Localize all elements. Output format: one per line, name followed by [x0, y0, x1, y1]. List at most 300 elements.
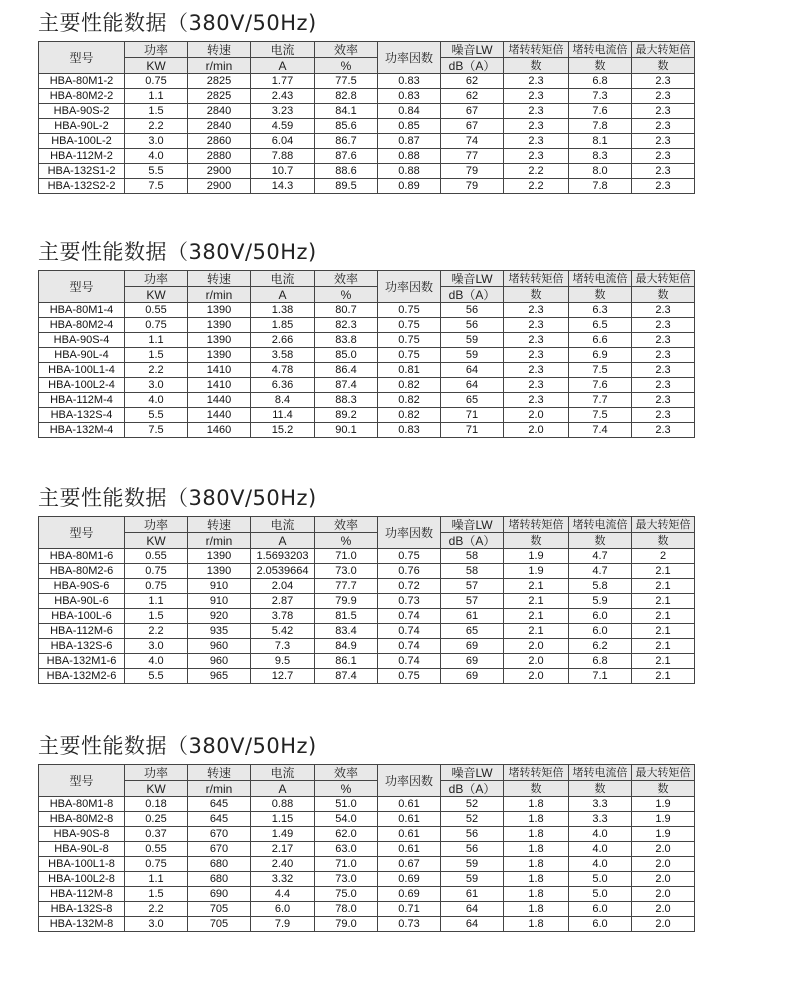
- header-noise-unit: dB（A）: [441, 58, 504, 74]
- header-max-torque: 最大转矩倍: [632, 42, 695, 58]
- cell-power-factor: 0.69: [378, 872, 441, 887]
- header-max-torque: 最大转矩倍: [632, 765, 695, 781]
- cell-current: 6.04: [251, 134, 315, 149]
- header-power-factor: 功率因数: [378, 517, 441, 549]
- header-efficiency-unit: %: [315, 781, 378, 797]
- header-current-unit: A: [251, 781, 315, 797]
- cell-locked-current: 7.5: [569, 408, 632, 423]
- cell-locked-torque: 1.9: [504, 549, 569, 564]
- cell-power-factor: 0.84: [378, 104, 441, 119]
- table-row: [39, 812, 695, 827]
- cell-max-torque: 2.3: [632, 119, 695, 134]
- cell-power: 3.0: [125, 639, 188, 654]
- header-noise: 噪音LW: [441, 517, 504, 533]
- cell-locked-torque: 1.8: [504, 887, 569, 902]
- cell-power: 3.0: [125, 917, 188, 932]
- cell-speed: 2840: [188, 119, 251, 134]
- cell-locked-torque: 2.3: [504, 89, 569, 104]
- cell-max-torque: 2.0: [632, 902, 695, 917]
- table-row: [39, 179, 695, 194]
- cell-noise: 56: [441, 318, 504, 333]
- cell-current: 6.36: [251, 378, 315, 393]
- cell-power: 7.5: [125, 179, 188, 194]
- cell-power: 4.0: [125, 149, 188, 164]
- header-current: 电流: [251, 765, 315, 781]
- cell-max-torque: 2.3: [632, 318, 695, 333]
- cell-power-factor: 0.83: [378, 89, 441, 104]
- cell-model: HBA-132S2-2: [39, 179, 125, 194]
- cell-current: 1.85: [251, 318, 315, 333]
- cell-model: HBA-80M1-2: [39, 74, 125, 89]
- cell-max-torque: 2.0: [632, 872, 695, 887]
- cell-power-factor: 0.71: [378, 902, 441, 917]
- cell-locked-torque: 2.3: [504, 119, 569, 134]
- cell-locked-torque: 2.3: [504, 303, 569, 318]
- cell-power: 1.1: [125, 872, 188, 887]
- header-row: [39, 42, 695, 58]
- cell-locked-current: 6.0: [569, 902, 632, 917]
- cell-speed: 680: [188, 872, 251, 887]
- header-locked-current-suffix: 数: [569, 533, 632, 549]
- table-row: [39, 303, 695, 318]
- cell-model: HBA-132S-4: [39, 408, 125, 423]
- cell-max-torque: 1.9: [632, 797, 695, 812]
- cell-locked-torque: 2.2: [504, 164, 569, 179]
- header-noise: 噪音LW: [441, 42, 504, 58]
- table-row: [39, 872, 695, 887]
- section-title: 主要性能数据（380V/50Hz): [38, 486, 317, 510]
- cell-locked-current: 6.3: [569, 303, 632, 318]
- cell-locked-current: 6.2: [569, 639, 632, 654]
- table-row: [39, 423, 695, 438]
- cell-model: HBA-90L-2: [39, 119, 125, 134]
- cell-current: 4.59: [251, 119, 315, 134]
- cell-speed: 1440: [188, 393, 251, 408]
- cell-power-factor: 0.75: [378, 669, 441, 684]
- performance-table: [38, 516, 695, 684]
- header-speed: 转速: [188, 765, 251, 781]
- cell-power-factor: 0.74: [378, 639, 441, 654]
- cell-current: 7.88: [251, 149, 315, 164]
- header-power-factor: 功率因数: [378, 271, 441, 303]
- cell-speed: 1460: [188, 423, 251, 438]
- cell-speed: 1410: [188, 378, 251, 393]
- cell-current: 11.4: [251, 408, 315, 423]
- section-title: 主要性能数据（380V/50Hz): [38, 11, 317, 35]
- header-efficiency: 效率: [315, 271, 378, 287]
- cell-power-factor: 0.75: [378, 549, 441, 564]
- cell-power-factor: 0.75: [378, 333, 441, 348]
- cell-power: 0.18: [125, 797, 188, 812]
- cell-locked-torque: 2.2: [504, 179, 569, 194]
- section-title: 主要性能数据（380V/50Hz): [38, 240, 317, 264]
- cell-power-factor: 0.61: [378, 827, 441, 842]
- cell-current: 12.7: [251, 669, 315, 684]
- cell-efficiency: 84.9: [315, 639, 378, 654]
- cell-noise: 62: [441, 89, 504, 104]
- header-row: [39, 271, 695, 287]
- cell-power-factor: 0.87: [378, 134, 441, 149]
- cell-speed: 670: [188, 842, 251, 857]
- cell-speed: 2900: [188, 164, 251, 179]
- table-row: [39, 408, 695, 423]
- header-model: 型号: [39, 765, 125, 797]
- cell-power-factor: 0.67: [378, 857, 441, 872]
- cell-power-factor: 0.76: [378, 564, 441, 579]
- cell-power-factor: 0.61: [378, 842, 441, 857]
- cell-current: 2.66: [251, 333, 315, 348]
- header-efficiency-unit: %: [315, 58, 378, 74]
- cell-current: 2.0539664: [251, 564, 315, 579]
- cell-noise: 56: [441, 303, 504, 318]
- cell-locked-current: 6.9: [569, 348, 632, 363]
- cell-model: HBA-80M2-2: [39, 89, 125, 104]
- cell-power: 1.1: [125, 333, 188, 348]
- table-row: [39, 378, 695, 393]
- cell-locked-torque: 1.8: [504, 857, 569, 872]
- header-power-unit: KW: [125, 781, 188, 797]
- header-locked-current-suffix: 数: [569, 781, 632, 797]
- cell-noise: 61: [441, 609, 504, 624]
- cell-locked-current: 3.3: [569, 797, 632, 812]
- cell-efficiency: 86.4: [315, 363, 378, 378]
- cell-model: HBA-80M2-8: [39, 812, 125, 827]
- header-noise-unit: dB（A）: [441, 287, 504, 303]
- cell-model: HBA-112M-6: [39, 624, 125, 639]
- cell-current: 0.88: [251, 797, 315, 812]
- cell-efficiency: 89.5: [315, 179, 378, 194]
- cell-speed: 670: [188, 827, 251, 842]
- cell-max-torque: 1.9: [632, 827, 695, 842]
- header-locked-current: 堵转电流倍: [569, 271, 632, 287]
- cell-current: 4.4: [251, 887, 315, 902]
- cell-noise: 67: [441, 119, 504, 134]
- cell-power-factor: 0.85: [378, 119, 441, 134]
- cell-power-factor: 0.69: [378, 887, 441, 902]
- cell-efficiency: 83.8: [315, 333, 378, 348]
- table-row: [39, 887, 695, 902]
- cell-power-factor: 0.75: [378, 318, 441, 333]
- cell-locked-torque: 2.0: [504, 669, 569, 684]
- cell-power: 2.2: [125, 624, 188, 639]
- cell-model: HBA-100L1-8: [39, 857, 125, 872]
- cell-noise: 59: [441, 872, 504, 887]
- cell-current: 3.78: [251, 609, 315, 624]
- cell-locked-current: 7.8: [569, 119, 632, 134]
- table-row: [39, 857, 695, 872]
- cell-model: HBA-112M-8: [39, 887, 125, 902]
- cell-efficiency: 54.0: [315, 812, 378, 827]
- cell-max-torque: 2.3: [632, 363, 695, 378]
- cell-speed: 2880: [188, 149, 251, 164]
- cell-max-torque: 2.3: [632, 179, 695, 194]
- header-row-units: [39, 781, 695, 797]
- header-max-torque-suffix: 数: [632, 533, 695, 549]
- header-power: 功率: [125, 42, 188, 58]
- cell-model: HBA-90S-4: [39, 333, 125, 348]
- cell-noise: 71: [441, 408, 504, 423]
- cell-model: HBA-100L1-4: [39, 363, 125, 378]
- cell-max-torque: 2.3: [632, 408, 695, 423]
- cell-power-factor: 0.83: [378, 74, 441, 89]
- cell-speed: 645: [188, 797, 251, 812]
- header-max-torque: 最大转矩倍: [632, 517, 695, 533]
- cell-current: 3.23: [251, 104, 315, 119]
- cell-locked-current: 6.6: [569, 333, 632, 348]
- cell-noise: 64: [441, 378, 504, 393]
- cell-efficiency: 87.4: [315, 378, 378, 393]
- header-speed: 转速: [188, 42, 251, 58]
- cell-current: 3.32: [251, 872, 315, 887]
- cell-power: 0.55: [125, 549, 188, 564]
- header-noise-unit: dB（A）: [441, 781, 504, 797]
- cell-max-torque: 2.1: [632, 669, 695, 684]
- cell-power-factor: 0.73: [378, 917, 441, 932]
- header-current: 电流: [251, 42, 315, 58]
- cell-locked-current: 7.8: [569, 179, 632, 194]
- table-row: [39, 594, 695, 609]
- header-current: 电流: [251, 517, 315, 533]
- cell-locked-torque: 2.1: [504, 624, 569, 639]
- cell-locked-current: 8.3: [569, 149, 632, 164]
- cell-noise: 61: [441, 887, 504, 902]
- cell-speed: 680: [188, 857, 251, 872]
- header-locked-current: 堵转电流倍: [569, 765, 632, 781]
- cell-noise: 59: [441, 857, 504, 872]
- cell-power: 1.5: [125, 887, 188, 902]
- cell-model: HBA-132M-4: [39, 423, 125, 438]
- cell-locked-current: 3.3: [569, 812, 632, 827]
- cell-power: 1.5: [125, 104, 188, 119]
- cell-noise: 79: [441, 164, 504, 179]
- table-row: [39, 89, 695, 104]
- cell-power: 2.2: [125, 363, 188, 378]
- cell-max-torque: 2.3: [632, 348, 695, 363]
- header-max-torque-suffix: 数: [632, 781, 695, 797]
- table-row: [39, 549, 695, 564]
- header-current: 电流: [251, 271, 315, 287]
- cell-noise: 59: [441, 348, 504, 363]
- cell-speed: 965: [188, 669, 251, 684]
- cell-noise: 58: [441, 549, 504, 564]
- cell-power: 0.75: [125, 318, 188, 333]
- header-locked-torque-suffix: 数: [504, 533, 569, 549]
- cell-current: 7.9: [251, 917, 315, 932]
- cell-power-factor: 0.74: [378, 654, 441, 669]
- cell-speed: 690: [188, 887, 251, 902]
- cell-efficiency: 84.1: [315, 104, 378, 119]
- cell-locked-torque: 2.1: [504, 579, 569, 594]
- table-row: [39, 318, 695, 333]
- cell-model: HBA-80M1-8: [39, 797, 125, 812]
- cell-model: HBA-80M1-4: [39, 303, 125, 318]
- cell-noise: 56: [441, 827, 504, 842]
- cell-locked-current: 6.5: [569, 318, 632, 333]
- cell-noise: 79: [441, 179, 504, 194]
- cell-locked-torque: 2.3: [504, 318, 569, 333]
- header-noise-unit: dB（A）: [441, 533, 504, 549]
- cell-locked-current: 7.4: [569, 423, 632, 438]
- cell-noise: 77: [441, 149, 504, 164]
- cell-speed: 1440: [188, 408, 251, 423]
- cell-power-factor: 0.61: [378, 812, 441, 827]
- cell-max-torque: 2.1: [632, 564, 695, 579]
- cell-locked-torque: 1.8: [504, 842, 569, 857]
- cell-power: 1.1: [125, 89, 188, 104]
- cell-speed: 2825: [188, 74, 251, 89]
- cell-current: 2.43: [251, 89, 315, 104]
- cell-locked-torque: 2.3: [504, 393, 569, 408]
- header-row-units: [39, 58, 695, 74]
- cell-power: 1.1: [125, 594, 188, 609]
- cell-max-torque: 2.0: [632, 857, 695, 872]
- cell-locked-current: 7.1: [569, 669, 632, 684]
- cell-model: HBA-132S1-2: [39, 164, 125, 179]
- header-row: [39, 517, 695, 533]
- cell-power: 3.0: [125, 378, 188, 393]
- cell-locked-current: 4.7: [569, 549, 632, 564]
- cell-current: 1.38: [251, 303, 315, 318]
- cell-model: HBA-132M-8: [39, 917, 125, 932]
- cell-current: 1.49: [251, 827, 315, 842]
- cell-speed: 935: [188, 624, 251, 639]
- header-locked-torque-suffix: 数: [504, 58, 569, 74]
- cell-speed: 1410: [188, 363, 251, 378]
- cell-efficiency: 78.0: [315, 902, 378, 917]
- cell-power: 0.75: [125, 74, 188, 89]
- cell-power: 7.5: [125, 423, 188, 438]
- cell-efficiency: 87.4: [315, 669, 378, 684]
- cell-model: HBA-80M2-4: [39, 318, 125, 333]
- header-speed-unit: r/min: [188, 58, 251, 74]
- cell-max-torque: 2.3: [632, 393, 695, 408]
- cell-model: HBA-100L2-8: [39, 872, 125, 887]
- cell-current: 9.5: [251, 654, 315, 669]
- header-model: 型号: [39, 271, 125, 303]
- cell-power: 0.75: [125, 579, 188, 594]
- header-power: 功率: [125, 765, 188, 781]
- cell-efficiency: 82.8: [315, 89, 378, 104]
- cell-locked-torque: 2.0: [504, 423, 569, 438]
- cell-noise: 64: [441, 917, 504, 932]
- header-current-unit: A: [251, 287, 315, 303]
- header-efficiency: 效率: [315, 765, 378, 781]
- cell-efficiency: 86.7: [315, 134, 378, 149]
- cell-power: 5.5: [125, 408, 188, 423]
- cell-power: 1.5: [125, 609, 188, 624]
- performance-table: [38, 764, 695, 932]
- performance-table: [38, 41, 695, 194]
- cell-locked-torque: 2.3: [504, 134, 569, 149]
- cell-power-factor: 0.89: [378, 179, 441, 194]
- cell-locked-torque: 2.3: [504, 104, 569, 119]
- cell-speed: 910: [188, 579, 251, 594]
- table-row: [39, 104, 695, 119]
- cell-locked-current: 6.0: [569, 624, 632, 639]
- header-row-units: [39, 533, 695, 549]
- cell-locked-current: 5.8: [569, 579, 632, 594]
- performance-table: [38, 270, 695, 438]
- cell-speed: 1390: [188, 333, 251, 348]
- cell-power-factor: 0.83: [378, 423, 441, 438]
- cell-locked-current: 5.0: [569, 887, 632, 902]
- header-power-unit: KW: [125, 533, 188, 549]
- cell-power: 0.55: [125, 842, 188, 857]
- cell-speed: 1390: [188, 348, 251, 363]
- cell-power: 5.5: [125, 669, 188, 684]
- header-efficiency: 效率: [315, 42, 378, 58]
- cell-efficiency: 83.4: [315, 624, 378, 639]
- cell-power: 3.0: [125, 134, 188, 149]
- cell-efficiency: 73.0: [315, 872, 378, 887]
- cell-speed: 1390: [188, 318, 251, 333]
- cell-model: HBA-80M2-6: [39, 564, 125, 579]
- table-row: [39, 564, 695, 579]
- cell-locked-torque: 1.8: [504, 872, 569, 887]
- table-row: [39, 363, 695, 378]
- cell-locked-torque: 2.1: [504, 594, 569, 609]
- cell-model: HBA-90S-8: [39, 827, 125, 842]
- table-row: [39, 164, 695, 179]
- cell-max-torque: 2.3: [632, 149, 695, 164]
- cell-locked-torque: 2.3: [504, 348, 569, 363]
- header-noise: 噪音LW: [441, 765, 504, 781]
- header-max-torque: 最大转矩倍: [632, 271, 695, 287]
- header-locked-torque: 堵转转矩倍: [504, 42, 569, 58]
- cell-current: 7.3: [251, 639, 315, 654]
- table-row: [39, 579, 695, 594]
- cell-current: 1.5693203: [251, 549, 315, 564]
- cell-model: HBA-132S-8: [39, 902, 125, 917]
- cell-power: 2.2: [125, 119, 188, 134]
- cell-efficiency: 73.0: [315, 564, 378, 579]
- table-row: [39, 797, 695, 812]
- cell-speed: 705: [188, 917, 251, 932]
- cell-locked-torque: 2.0: [504, 654, 569, 669]
- cell-power-factor: 0.74: [378, 624, 441, 639]
- cell-locked-torque: 2.3: [504, 363, 569, 378]
- table-row: [39, 393, 695, 408]
- cell-model: HBA-132M2-6: [39, 669, 125, 684]
- header-locked-torque: 堵转转矩倍: [504, 765, 569, 781]
- cell-speed: 2840: [188, 104, 251, 119]
- cell-noise: 64: [441, 902, 504, 917]
- cell-power: 0.75: [125, 564, 188, 579]
- cell-locked-current: 8.0: [569, 164, 632, 179]
- cell-noise: 58: [441, 564, 504, 579]
- cell-noise: 65: [441, 624, 504, 639]
- cell-model: HBA-132S-6: [39, 639, 125, 654]
- cell-efficiency: 75.0: [315, 887, 378, 902]
- cell-noise: 65: [441, 393, 504, 408]
- cell-power-factor: 0.82: [378, 408, 441, 423]
- cell-power-factor: 0.75: [378, 348, 441, 363]
- cell-locked-torque: 2.3: [504, 74, 569, 89]
- cell-max-torque: 2.1: [632, 579, 695, 594]
- cell-locked-torque: 1.9: [504, 564, 569, 579]
- section-title: 主要性能数据（380V/50Hz): [38, 734, 317, 758]
- header-speed: 转速: [188, 271, 251, 287]
- cell-power: 5.5: [125, 164, 188, 179]
- table-row: [39, 348, 695, 363]
- header-max-torque-suffix: 数: [632, 58, 695, 74]
- cell-locked-torque: 1.8: [504, 827, 569, 842]
- cell-locked-current: 6.0: [569, 609, 632, 624]
- cell-current: 8.4: [251, 393, 315, 408]
- cell-power: 4.0: [125, 393, 188, 408]
- cell-max-torque: 2.3: [632, 164, 695, 179]
- cell-max-torque: 2.3: [632, 333, 695, 348]
